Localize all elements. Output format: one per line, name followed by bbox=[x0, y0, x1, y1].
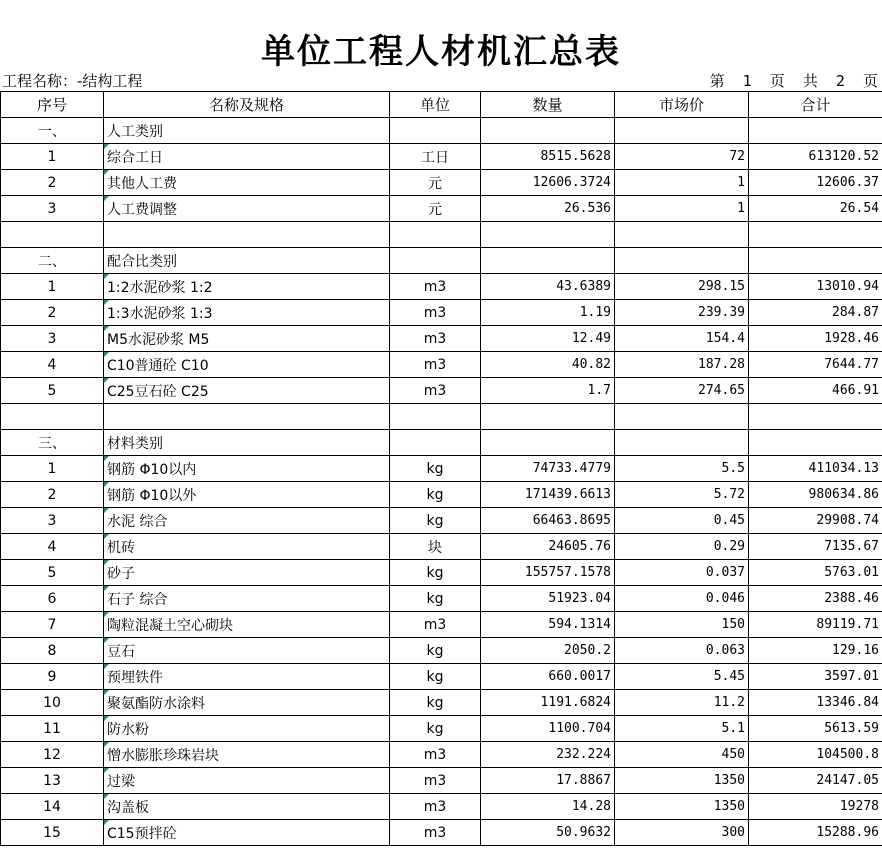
cell-price[interactable] bbox=[615, 222, 749, 248]
header-name[interactable]: 名称及规格 bbox=[104, 92, 390, 118]
cell-price[interactable]: 154.4 bbox=[615, 326, 749, 352]
cell-name[interactable]: C10普通砼 C10 bbox=[104, 352, 390, 378]
table-row bbox=[1, 222, 882, 248]
cell-no[interactable]: 4 bbox=[1, 352, 104, 378]
cell-unit[interactable] bbox=[390, 430, 481, 456]
cell-no[interactable]: 7 bbox=[1, 612, 104, 638]
cell-unit[interactable]: m3 bbox=[390, 612, 481, 638]
cell-price[interactable]: 298.15 bbox=[615, 274, 749, 300]
cell-no[interactable]: 3 bbox=[1, 508, 104, 534]
cell-name[interactable]: 预埋铁件 bbox=[104, 664, 390, 690]
cell-no[interactable]: 1 bbox=[1, 144, 104, 170]
table-row bbox=[1, 170, 882, 196]
table-row bbox=[1, 274, 882, 300]
cell-total[interactable]: 26.54 bbox=[749, 196, 882, 222]
table-row bbox=[1, 794, 882, 820]
cell-name[interactable]: 防水粉 bbox=[104, 716, 390, 742]
cell-name[interactable]: 水泥 综合 bbox=[104, 508, 390, 534]
cell-price[interactable]: 1 bbox=[615, 170, 749, 196]
cell-qty[interactable]: 51923.04 bbox=[481, 586, 615, 612]
cell-total[interactable]: 24147.05 bbox=[749, 768, 882, 794]
cell-total[interactable]: 5613.59 bbox=[749, 716, 882, 742]
summary-table bbox=[0, 91, 882, 846]
cell-price[interactable]: 187.28 bbox=[615, 352, 749, 378]
cell-price[interactable]: 150 bbox=[615, 612, 749, 638]
cell-unit[interactable] bbox=[390, 222, 481, 248]
cell-unit[interactable]: m3 bbox=[390, 378, 481, 404]
cell-qty[interactable]: 66463.8695 bbox=[481, 508, 615, 534]
table-row bbox=[1, 768, 882, 794]
report-title: 单位工程人材机汇总表 bbox=[261, 32, 621, 72]
cell-qty[interactable]: 232.224 bbox=[481, 742, 615, 768]
cell-qty[interactable] bbox=[481, 222, 615, 248]
cell-price[interactable]: 0.063 bbox=[615, 638, 749, 664]
cell-name[interactable]: 砂子 bbox=[104, 560, 390, 586]
cell-no[interactable]: 5 bbox=[1, 378, 104, 404]
cell-name[interactable]: 配合比类别 bbox=[104, 248, 390, 274]
cell-name[interactable]: C15预拌砼 bbox=[104, 820, 390, 846]
table-row bbox=[1, 430, 882, 456]
cell-total[interactable]: 104500.8 bbox=[749, 742, 882, 768]
table-row bbox=[1, 144, 882, 170]
table-row bbox=[1, 378, 882, 404]
cell-name[interactable]: 过梁 bbox=[104, 768, 390, 794]
cell-name[interactable]: C25豆石砼 C25 bbox=[104, 378, 390, 404]
cell-total[interactable]: 89119.71 bbox=[749, 612, 882, 638]
cell-qty[interactable] bbox=[481, 118, 615, 144]
cell-unit[interactable]: kg bbox=[390, 456, 481, 482]
header-total[interactable]: 合计 bbox=[749, 92, 882, 118]
cell-unit[interactable]: m3 bbox=[390, 274, 481, 300]
cell-price[interactable]: 300 bbox=[615, 820, 749, 846]
cell-name[interactable]: 人工类别 bbox=[104, 118, 390, 144]
cell-qty[interactable]: 17.8867 bbox=[481, 768, 615, 794]
table-row bbox=[1, 248, 882, 274]
cell-name[interactable]: 钢筋 Φ10以外 bbox=[104, 482, 390, 508]
cell-name[interactable]: 材料类别 bbox=[104, 430, 390, 456]
cell-total[interactable]: 980634.86 bbox=[749, 482, 882, 508]
cell-price[interactable]: 1350 bbox=[615, 794, 749, 820]
cell-unit[interactable]: m3 bbox=[390, 300, 481, 326]
cell-total[interactable] bbox=[749, 222, 882, 248]
cell-price[interactable] bbox=[615, 248, 749, 274]
cell-price[interactable]: 11.2 bbox=[615, 690, 749, 716]
cell-qty[interactable]: 1191.6824 bbox=[481, 690, 615, 716]
cell-price[interactable] bbox=[615, 118, 749, 144]
cell-qty[interactable]: 594.1314 bbox=[481, 612, 615, 638]
table-row bbox=[1, 534, 882, 560]
cell-unit[interactable]: m3 bbox=[390, 820, 481, 846]
cell-price[interactable]: 5.5 bbox=[615, 456, 749, 482]
cell-no[interactable]: 一、 bbox=[1, 118, 104, 144]
cell-total[interactable]: 19278 bbox=[749, 794, 882, 820]
cell-qty[interactable]: 24605.76 bbox=[481, 534, 615, 560]
cell-qty[interactable] bbox=[481, 430, 615, 456]
cell-qty[interactable]: 2050.2 bbox=[481, 638, 615, 664]
cell-no[interactable]: 4 bbox=[1, 534, 104, 560]
cell-qty[interactable]: 40.82 bbox=[481, 352, 615, 378]
cell-no[interactable]: 14 bbox=[1, 794, 104, 820]
cell-price[interactable]: 5.72 bbox=[615, 482, 749, 508]
project-name: 工程名称：-结构工程 bbox=[2, 72, 143, 90]
cell-total[interactable]: 284.87 bbox=[749, 300, 882, 326]
cell-no[interactable]: 8 bbox=[1, 638, 104, 664]
cell-unit[interactable] bbox=[390, 404, 481, 430]
table-row bbox=[1, 742, 882, 768]
cell-total[interactable] bbox=[749, 404, 882, 430]
table-row bbox=[1, 716, 882, 742]
cell-unit[interactable]: m3 bbox=[390, 768, 481, 794]
cell-total[interactable]: 7135.67 bbox=[749, 534, 882, 560]
cell-no[interactable]: 三、 bbox=[1, 430, 104, 456]
cell-name[interactable]: 1:3水泥砂浆 1:3 bbox=[104, 300, 390, 326]
cell-name[interactable]: M5水泥砂浆 M5 bbox=[104, 326, 390, 352]
table-row bbox=[1, 664, 882, 690]
cell-price[interactable] bbox=[615, 404, 749, 430]
cell-unit[interactable]: m3 bbox=[390, 326, 481, 352]
cell-no[interactable]: 2 bbox=[1, 300, 104, 326]
cell-no[interactable]: 1 bbox=[1, 456, 104, 482]
cell-price[interactable]: 0.037 bbox=[615, 560, 749, 586]
cell-unit[interactable]: kg bbox=[390, 638, 481, 664]
cell-qty[interactable]: 12606.3724 bbox=[481, 170, 615, 196]
cell-price[interactable]: 274.65 bbox=[615, 378, 749, 404]
cell-no[interactable]: 15 bbox=[1, 820, 104, 846]
table-row bbox=[1, 326, 882, 352]
cell-qty[interactable]: 8515.5628 bbox=[481, 144, 615, 170]
cell-qty[interactable]: 50.9632 bbox=[481, 820, 615, 846]
header-unit[interactable]: 单位 bbox=[390, 92, 481, 118]
cell-price[interactable]: 0.29 bbox=[615, 534, 749, 560]
cell-name[interactable]: 沟盖板 bbox=[104, 794, 390, 820]
cell-total[interactable]: 15288.96 bbox=[749, 820, 882, 846]
cell-no[interactable]: 1 bbox=[1, 274, 104, 300]
cell-no[interactable]: 11 bbox=[1, 716, 104, 742]
cell-name[interactable] bbox=[104, 222, 390, 248]
cell-qty[interactable]: 74733.4779 bbox=[481, 456, 615, 482]
cell-total[interactable]: 1928.46 bbox=[749, 326, 882, 352]
cell-total[interactable]: 411034.13 bbox=[749, 456, 882, 482]
cell-name[interactable]: 陶粒混凝土空心砌块 bbox=[104, 612, 390, 638]
table-row bbox=[1, 560, 882, 586]
table-row bbox=[1, 404, 882, 430]
cell-unit[interactable]: kg bbox=[390, 482, 481, 508]
cell-no[interactable] bbox=[1, 404, 104, 430]
cell-unit[interactable]: kg bbox=[390, 690, 481, 716]
cell-total[interactable] bbox=[749, 248, 882, 274]
cell-name[interactable] bbox=[104, 404, 390, 430]
cell-total[interactable]: 466.91 bbox=[749, 378, 882, 404]
cell-no[interactable] bbox=[1, 222, 104, 248]
header-qty[interactable]: 数量 bbox=[481, 92, 615, 118]
cell-unit[interactable]: 工日 bbox=[390, 144, 481, 170]
cell-price[interactable]: 5.45 bbox=[615, 664, 749, 690]
cell-total[interactable]: 13346.84 bbox=[749, 690, 882, 716]
cell-qty[interactable]: 12.49 bbox=[481, 326, 615, 352]
cell-no[interactable]: 2 bbox=[1, 170, 104, 196]
header-no[interactable]: 序号 bbox=[1, 92, 104, 118]
cell-qty[interactable]: 1100.704 bbox=[481, 716, 615, 742]
cell-no[interactable]: 13 bbox=[1, 768, 104, 794]
table-row bbox=[1, 586, 882, 612]
cell-qty[interactable]: 26.536 bbox=[481, 196, 615, 222]
table-row bbox=[1, 638, 882, 664]
cell-no[interactable]: 2 bbox=[1, 482, 104, 508]
cell-unit[interactable]: kg bbox=[390, 508, 481, 534]
cell-no[interactable]: 10 bbox=[1, 690, 104, 716]
cell-price[interactable]: 72 bbox=[615, 144, 749, 170]
cell-price[interactable] bbox=[615, 430, 749, 456]
cell-unit[interactable]: m3 bbox=[390, 794, 481, 820]
cell-unit[interactable]: 元 bbox=[390, 196, 481, 222]
table-row bbox=[1, 820, 882, 846]
cell-price[interactable]: 0.046 bbox=[615, 586, 749, 612]
cell-qty[interactable]: 171439.6613 bbox=[481, 482, 615, 508]
cell-total[interactable]: 12606.37 bbox=[749, 170, 882, 196]
cell-price[interactable]: 450 bbox=[615, 742, 749, 768]
cell-qty[interactable]: 14.28 bbox=[481, 794, 615, 820]
cell-no[interactable]: 12 bbox=[1, 742, 104, 768]
cell-no[interactable]: 3 bbox=[1, 196, 104, 222]
cell-no[interactable]: 9 bbox=[1, 664, 104, 690]
table-row bbox=[1, 482, 882, 508]
header-price[interactable]: 市场价 bbox=[615, 92, 749, 118]
cell-unit[interactable]: m3 bbox=[390, 742, 481, 768]
cell-qty[interactable]: 1.19 bbox=[481, 300, 615, 326]
cell-name[interactable]: 钢筋 Φ10以内 bbox=[104, 456, 390, 482]
cell-name[interactable]: 机砖 bbox=[104, 534, 390, 560]
cell-total[interactable]: 613120.52 bbox=[749, 144, 882, 170]
cell-no[interactable]: 6 bbox=[1, 586, 104, 612]
cell-price[interactable]: 0.45 bbox=[615, 508, 749, 534]
cell-total[interactable]: 7644.77 bbox=[749, 352, 882, 378]
cell-qty[interactable]: 155757.1578 bbox=[481, 560, 615, 586]
cell-total[interactable]: 129.16 bbox=[749, 638, 882, 664]
cell-name[interactable]: 1:2水泥砂浆 1:2 bbox=[104, 274, 390, 300]
cell-name[interactable]: 聚氨酯防水涂料 bbox=[104, 690, 390, 716]
cell-name[interactable]: 憎水膨胀珍珠岩块 bbox=[104, 742, 390, 768]
cell-qty[interactable]: 660.0017 bbox=[481, 664, 615, 690]
cell-total[interactable]: 2388.46 bbox=[749, 586, 882, 612]
cell-price[interactable]: 1350 bbox=[615, 768, 749, 794]
cell-name[interactable]: 其他人工费 bbox=[104, 170, 390, 196]
table-row bbox=[1, 352, 882, 378]
cell-unit[interactable]: 块 bbox=[390, 534, 481, 560]
table-row bbox=[1, 612, 882, 638]
cell-total[interactable] bbox=[749, 430, 882, 456]
cell-name[interactable]: 豆石 bbox=[104, 638, 390, 664]
cell-qty[interactable] bbox=[481, 248, 615, 274]
cell-unit[interactable]: 元 bbox=[390, 170, 481, 196]
cell-total[interactable]: 29908.74 bbox=[749, 508, 882, 534]
cell-total[interactable]: 5763.01 bbox=[749, 560, 882, 586]
cell-price[interactable]: 239.39 bbox=[615, 300, 749, 326]
cell-total[interactable]: 3597.01 bbox=[749, 664, 882, 690]
cell-total[interactable] bbox=[749, 118, 882, 144]
cell-price[interactable]: 1 bbox=[615, 196, 749, 222]
table-row bbox=[1, 508, 882, 534]
cell-unit[interactable]: m3 bbox=[390, 352, 481, 378]
cell-qty[interactable]: 43.6389 bbox=[481, 274, 615, 300]
cell-price[interactable]: 5.1 bbox=[615, 716, 749, 742]
report-meta bbox=[0, 68, 882, 90]
cell-unit[interactable] bbox=[390, 248, 481, 274]
cell-unit[interactable]: kg bbox=[390, 664, 481, 690]
page-info: 第 1 页 共 2 页 bbox=[709, 72, 878, 90]
cell-no[interactable]: 5 bbox=[1, 560, 104, 586]
table-row bbox=[1, 196, 882, 222]
cell-name[interactable]: 人工费调整 bbox=[104, 196, 390, 222]
table-row bbox=[1, 456, 882, 482]
cell-total[interactable]: 13010.94 bbox=[749, 274, 882, 300]
cell-no[interactable]: 二、 bbox=[1, 248, 104, 274]
cell-qty[interactable] bbox=[481, 404, 615, 430]
cell-name[interactable]: 石子 综合 bbox=[104, 586, 390, 612]
table-row bbox=[1, 300, 882, 326]
cell-unit[interactable]: kg bbox=[390, 716, 481, 742]
cell-qty[interactable]: 1.7 bbox=[481, 378, 615, 404]
cell-name[interactable]: 综合工日 bbox=[104, 144, 390, 170]
cell-unit[interactable] bbox=[390, 118, 481, 144]
cell-unit[interactable]: kg bbox=[390, 560, 481, 586]
table-row bbox=[1, 118, 882, 144]
header-row bbox=[1, 92, 882, 118]
table-row bbox=[1, 690, 882, 716]
cell-no[interactable]: 3 bbox=[1, 326, 104, 352]
cell-unit[interactable]: kg bbox=[390, 586, 481, 612]
